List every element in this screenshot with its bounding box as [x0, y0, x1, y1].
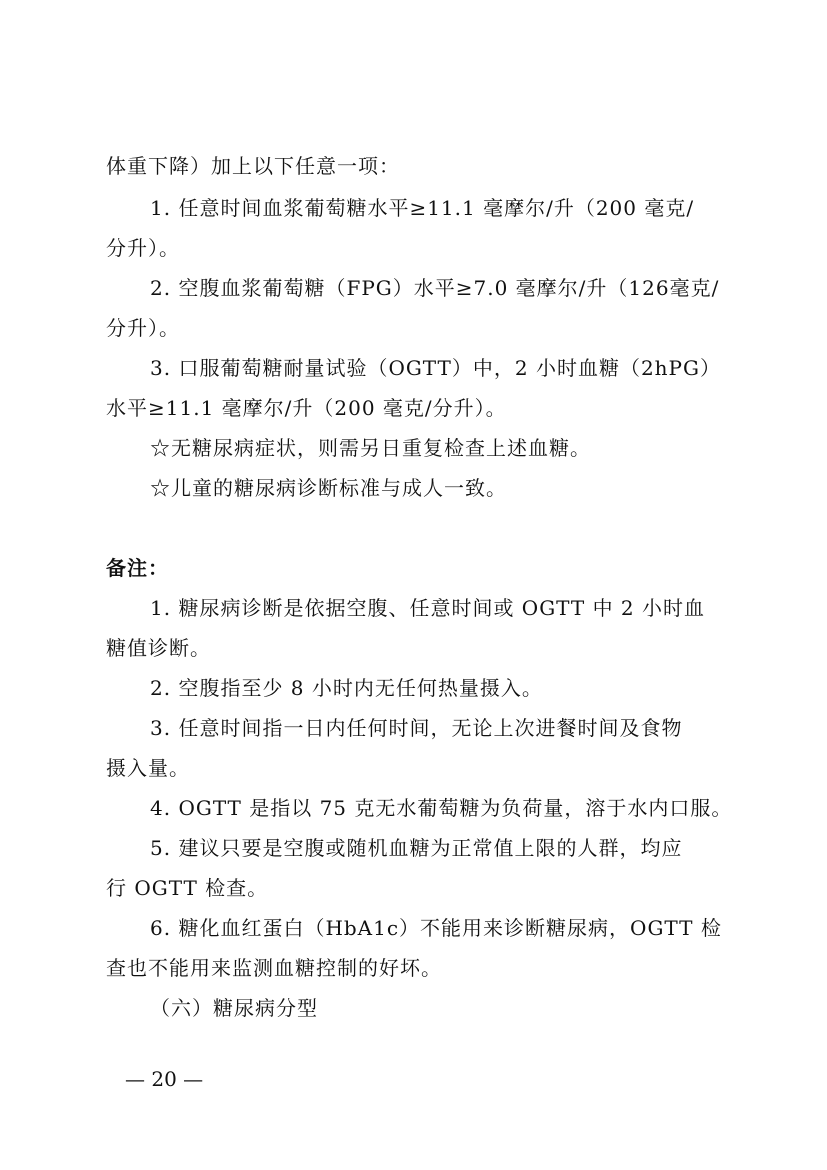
note-4-line: 4. OGTT 是指以 75 克无水葡萄糖为负荷量，溶于水内口服。	[150, 796, 733, 820]
note-5-continuation: 行 OGTT 检查。	[106, 876, 269, 900]
criterion-3-line: 3. 口服葡萄糖耐量试验（OGTT）中，2 小时血糖（2hPG）	[150, 356, 721, 380]
page-number: — 20 —	[125, 1067, 204, 1091]
section-heading: （六）糖尿病分型	[150, 996, 318, 1020]
criterion-2-line: 2. 空腹血浆葡萄糖（FPG）水平≥7.0 毫摩尔/升（126毫克/	[150, 276, 720, 300]
note-6-continuation: 查也不能用来监测血糖控制的好坏。	[106, 956, 442, 980]
note-6-line: 6. 糖化血红蛋白（HbA1c）不能用来诊断糖尿病，OGTT 检	[150, 916, 722, 940]
note-2-line: 2. 空腹指至少 8 小时内无任何热量摄入。	[150, 676, 543, 700]
note-1-continuation: 糖值诊断。	[106, 636, 211, 660]
star-note-2: ☆儿童的糖尿病诊断标准与成人一致。	[150, 476, 507, 500]
note-3-line: 3. 任意时间指一日内任何时间，无论上次进餐时间及食物	[150, 716, 683, 740]
notes-heading: 备注：	[106, 556, 169, 580]
paragraph-line: 体重下降）加上以下任意一项：	[106, 154, 400, 178]
note-3-continuation: 摄入量。	[106, 756, 190, 780]
note-1-line: 1. 糖尿病诊断是依据空腹、任意时间或 OGTT 中 2 小时血	[150, 596, 706, 620]
criterion-1-continuation: 分升）。	[106, 236, 180, 260]
criterion-2-continuation: 分升）。	[106, 316, 180, 340]
criterion-3-continuation: 水平≥11.1 毫摩尔/升（200 毫克/分升）。	[106, 396, 507, 420]
criterion-1-line: 1. 任意时间血浆葡萄糖水平≥11.1 毫摩尔/升（200 毫克/	[150, 196, 695, 220]
note-5-line: 5. 建议只要是空腹或随机血糖为正常值上限的人群，均应	[150, 836, 683, 860]
star-note-1: ☆无糖尿病症状，则需另日重复检查上述血糖。	[150, 436, 591, 460]
